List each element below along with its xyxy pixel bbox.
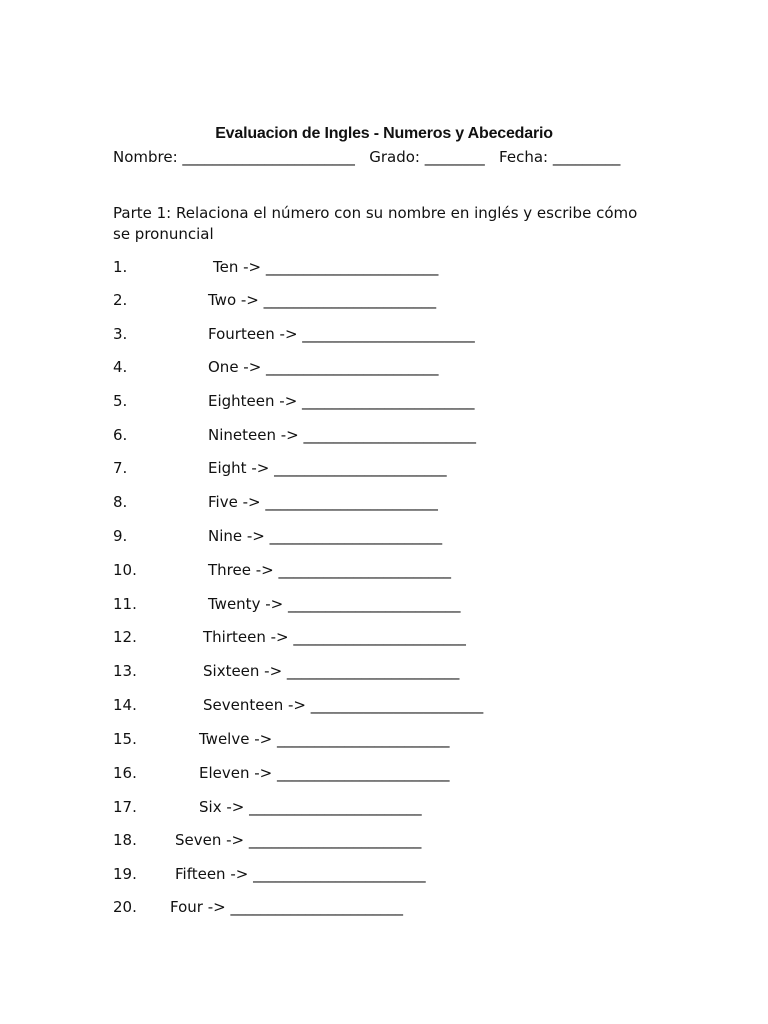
item-text: Eleven -> _______________________ (199, 764, 450, 782)
item-number: 7. (113, 459, 128, 477)
item-number: 13. (113, 662, 137, 680)
item-text: Six -> _______________________ (199, 798, 422, 816)
item-text: Eight -> _______________________ (208, 459, 447, 477)
item-number: 15. (113, 730, 137, 748)
document-title: Evaluacion de Ingles - Numeros y Abecedario (215, 125, 553, 142)
item-number: 11. (113, 595, 137, 613)
item-text: Fifteen -> _______________________ (175, 865, 426, 883)
item-number: 4. (113, 358, 128, 376)
item-number: 18. (113, 831, 137, 849)
item-text: Ten -> _______________________ (213, 258, 439, 276)
item-number: 17. (113, 798, 137, 816)
item-text: Seven -> _______________________ (175, 831, 422, 849)
item-text: Twenty -> _______________________ (208, 595, 461, 613)
item-text: Seventeen -> _______________________ (203, 696, 484, 714)
item-number: 5. (113, 392, 128, 410)
item-text: Five -> _______________________ (208, 493, 438, 511)
item-number: 2. (113, 291, 128, 309)
item-text: Nine -> _______________________ (208, 527, 443, 545)
item-text: One -> _______________________ (208, 358, 439, 376)
item-number: 16. (113, 764, 137, 782)
item-number: 9. (113, 527, 128, 545)
item-number: 6. (113, 426, 128, 444)
item-text: Thirteen -> _______________________ (203, 628, 466, 646)
item-text: Three -> _______________________ (208, 561, 451, 579)
item-number: 14. (113, 696, 137, 714)
item-text: Fourteen -> _______________________ (208, 325, 475, 343)
item-text: Sixteen -> _______________________ (203, 662, 460, 680)
item-number: 19. (113, 865, 137, 883)
item-text: Nineteen -> _______________________ (208, 426, 476, 444)
item-number: 3. (113, 325, 128, 343)
item-number: 10. (113, 561, 137, 579)
student-info-line: Nombre: _______________________ Grado: ________ Fecha: _________ (113, 148, 621, 166)
item-text: Twelve -> _______________________ (199, 730, 450, 748)
item-number: 20. (113, 898, 137, 916)
item-text: Eighteen -> _______________________ (208, 392, 475, 410)
item-text: Two -> _______________________ (208, 291, 437, 309)
item-number: 1. (113, 258, 128, 276)
part-1-instructions: Parte 1: Relaciona el número con su nombre en inglés y escribe cómo se pronuncial (113, 204, 638, 243)
item-number: 12. (113, 628, 137, 646)
item-text: Four -> _______________________ (170, 898, 403, 916)
item-number: 8. (113, 493, 128, 511)
